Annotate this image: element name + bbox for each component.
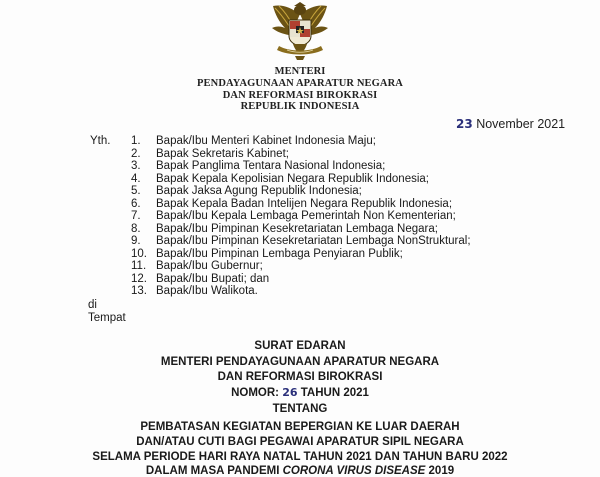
circular-number-handwritten: 26	[282, 386, 298, 399]
about-heading: TENTANG	[272, 403, 328, 415]
subject-line-2: DAN/ATAU CUTI BAGI PEGAWAI APARATUR SIPIL NEGARA	[136, 436, 464, 448]
date-day-handwritten: 23	[456, 117, 473, 131]
salutation: Yth.	[90, 135, 111, 147]
letterhead-line-4: REPUBLIK INDONESIA	[240, 101, 360, 112]
letterhead-line-1: MENTERI	[274, 66, 326, 77]
date-month-year: November 2021	[476, 117, 566, 131]
letter-date	[456, 117, 565, 131]
circular-title: SURAT EDARAN	[254, 340, 346, 352]
subject-line-4: DALAM MASA PANDEMI CORONA VIRUS DISEASE 2019	[145, 465, 455, 477]
tempat-label: Tempat	[88, 312, 126, 324]
circular-issuer-line-2: DAN REFORMASI BIROKRASI	[217, 371, 383, 383]
circular-number: NOMOR: 26 TAHUN 2021	[231, 386, 369, 399]
subject-line-3: SELAMA PERIODE HARI RAYA NATAL TAHUN 2021 DAN TAHUN BARU 2022	[92, 451, 508, 463]
garuda-emblem-icon	[263, 0, 337, 62]
letterhead-line-3: DAN REFORMASI BIROKRASI	[222, 90, 378, 101]
circular-issuer-line-1: MENTERI PENDAYAGUNAAN APARATUR NEGARA	[160, 356, 440, 368]
subject-line-1: PEMBATASAN KEGIATAN BEPERGIAN KE LUAR DAERAH	[140, 421, 460, 433]
di-label: di	[88, 299, 97, 311]
letterhead-line-2: PENDAYAGUNAAN APARATUR NEGARA	[197, 78, 403, 89]
